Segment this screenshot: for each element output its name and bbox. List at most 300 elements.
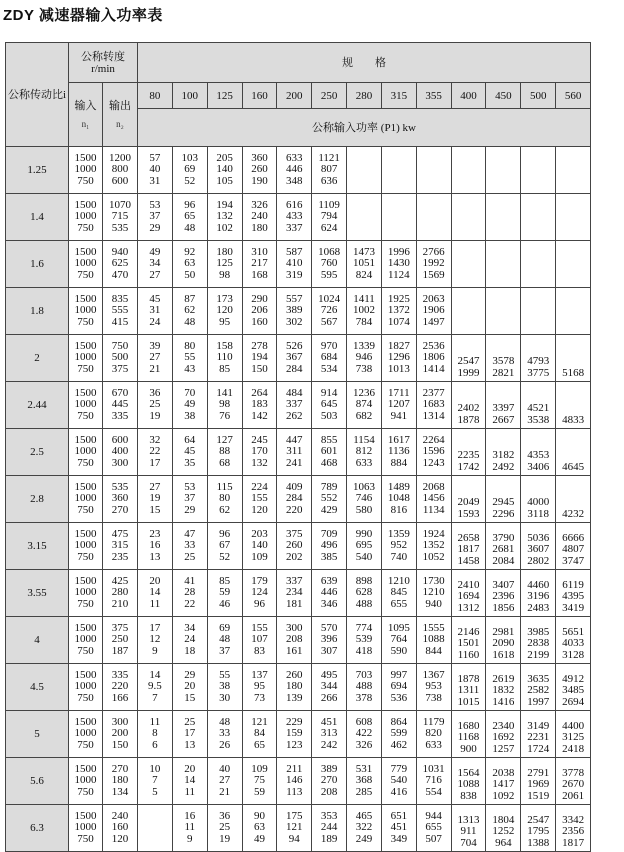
cell-value: 25 [149,398,161,411]
cell-value: 2766 [422,245,445,258]
cell-value: 540 [355,550,373,563]
cell-value: 52 [219,550,231,563]
power-cell-280 [347,805,382,852]
power-cell-160 [242,288,277,335]
cell-value: 1724 [527,742,550,755]
power-cell-160 [242,570,277,617]
cell-value: 2038 [492,766,515,779]
cell-value: 37 [184,492,196,505]
cell-value: 346 [320,597,338,610]
power-cell-200 [277,570,312,617]
power-cell-450 [486,476,521,523]
cell-value: 302 [286,315,303,328]
ratio-header [6,43,69,147]
cell-value: 27 [219,774,231,787]
output-speed-cell [103,664,138,711]
cell-value: 462 [390,738,408,751]
power-cell-250 [312,758,347,805]
cell-value: 628 [355,586,373,599]
power-cell-355 [416,617,451,664]
cell-value: 1500 [74,809,97,822]
power-cell-100 [172,241,207,288]
power-cell-315 [381,241,416,288]
power-cell-280 [347,476,382,523]
cell-value: 92 [184,245,196,258]
cell-value: 14 [184,774,196,787]
cell-value: 433 [286,210,303,223]
cell-value: 750 [77,221,94,234]
power-cell-560 [556,429,591,476]
cell-value: 220 [111,680,129,693]
power-cell-125 [207,194,242,241]
cell-value: 337 [286,221,303,234]
cell-value: 1000 [74,774,97,787]
power-cell-280 [347,335,382,382]
cell-value: 200 [111,727,129,740]
cell-value: 80 [184,339,196,352]
power-cell-160 [242,805,277,852]
cell-value: 337 [286,398,303,411]
power-cell-500 [521,523,556,570]
power-cell-100 [172,523,207,570]
cell-value: 953 [425,680,442,693]
cell-value: 590 [390,644,408,657]
cell-value: 3985 [527,625,550,638]
cell-value: 1372 [387,304,410,317]
power-cell-250 [312,570,347,617]
cell-value: 208 [286,633,303,646]
cell-value: 1000 [74,445,97,458]
cell-value: 240 [111,809,129,822]
cell-value: 19 [149,492,161,505]
cell-value: 5 [152,785,158,798]
cell-value: 3538 [527,413,550,426]
cell-value: 4000 [527,496,550,508]
cell-value: 898 [355,574,373,587]
cell-value: 63 [184,257,196,270]
cell-value: 941 [390,409,408,422]
cell-value: 220 [286,503,303,516]
output-speed-symbol: n₂ [116,118,124,129]
power-cell-450 [486,288,521,335]
cell-value: 194 [216,198,233,211]
power-cell-560 [556,194,591,241]
power-cell-450 [486,147,521,194]
cell-value: 10 [149,762,161,775]
cell-value: 1296 [387,351,410,364]
cell-value: 375 [286,527,303,540]
cell-value: 105 [216,174,233,187]
cell-value: 409 [286,480,303,493]
cell-value: 726 [320,304,338,317]
ratio-cell: 4.5 [6,664,69,711]
power-cell-500 [521,147,556,194]
cell-value: 159 [286,727,303,740]
table-row [6,476,591,523]
cell-value: 95 [219,315,231,328]
cell-value: 1996 [387,245,410,258]
cell-value: 55 [184,351,196,364]
power-cell-500 [521,194,556,241]
power-cell-400 [451,241,486,288]
cell-value: 1095 [387,621,410,634]
power-cell-500 [521,711,556,758]
cell-value: 11 [184,821,196,834]
cell-value: 242 [320,738,338,751]
cell-value: 1617 [387,433,410,446]
cell-value: 20 [184,762,196,775]
power-cell-500 [521,288,556,335]
output-speed-cell [103,476,138,523]
cell-value: 539 [355,633,373,646]
power-cell-250 [312,523,347,570]
cell-value: 3747 [562,554,585,567]
cell-value: 1969 [527,778,550,790]
cell-value: 1000 [74,727,97,740]
cell-value: 2418 [562,742,585,755]
cell-value: 429 [320,503,338,516]
cell-value: 1827 [387,339,410,352]
power-cell-100 [172,382,207,429]
power-cell-315 [381,805,416,852]
cell-value: 21 [149,362,161,375]
power-cell-355 [416,570,451,617]
cell-value: 39 [149,339,161,352]
power-cell-125 [207,429,242,476]
cell-value: 20 [184,680,196,693]
cell-value: 155 [251,492,268,505]
cell-value: 1500 [74,621,97,634]
cell-value: 229 [286,715,303,728]
power-cell-250 [312,664,347,711]
power-cell-450 [486,711,521,758]
cell-value: 760 [320,257,338,270]
cell-value: 496 [320,539,338,552]
cell-value: 838 [460,789,477,802]
power-cell-125 [207,382,242,429]
cell-value: 335 [111,409,129,422]
power-cell-400 [451,711,486,758]
output-speed-cell [103,805,138,852]
cell-value: 284 [286,362,303,375]
output-speed-cell [103,711,138,758]
cell-value: 2981 [492,625,515,638]
cell-value: 206 [251,304,268,317]
power-cell-125 [207,241,242,288]
cell-value: 59 [219,586,231,599]
power-cell-500 [521,241,556,288]
cell-value: 270 [320,774,338,787]
cell-value: 1236 [352,386,375,399]
cell-value: 2821 [492,366,515,379]
cell-value: 599 [390,727,408,740]
cell-value: 389 [286,304,303,317]
cell-value: 262 [286,409,303,422]
cell-value: 9 [187,832,193,845]
cell-value: 2694 [562,695,585,708]
power-cell-315 [381,382,416,429]
power-cell-160 [242,194,277,241]
cell-value: 125 [216,257,233,270]
cell-value: 344 [320,680,338,693]
cell-value: 27 [149,268,161,281]
cell-value: 59 [253,785,265,798]
cell-value: 1088 [422,633,445,646]
power-cell-80 [138,382,173,429]
cell-value: 451 [390,821,408,834]
cell-value: 137 [251,668,268,681]
cell-value: 1000 [74,821,97,834]
power-cell-355 [416,241,451,288]
power-cell-250 [312,617,347,664]
power-cell-500 [521,382,556,429]
cell-value: 715 [111,210,129,223]
power-cell-355 [416,476,451,523]
input-speed-cell [69,288,103,335]
ratio-cell: 1.8 [6,288,69,335]
cell-value: 35 [184,456,196,469]
cell-value: 789 [320,480,338,493]
cell-value: 1092 [492,789,515,802]
cell-value: 3635 [527,672,550,685]
power-cell-500 [521,335,556,382]
cell-value: 24 [149,315,161,328]
cell-value: 170 [251,445,268,458]
power-cell-280 [347,241,382,288]
cell-value: 41 [184,574,196,587]
cell-value: 23 [149,527,161,540]
cell-value: 13 [184,738,196,751]
power-cell-200 [277,758,312,805]
cell-value: 28 [184,586,196,599]
ratio-cell: 5 [6,711,69,758]
cell-value: 2061 [562,789,585,802]
cell-value: 1314 [422,409,445,422]
power-cell-160 [242,664,277,711]
power-cell-355 [416,805,451,852]
cell-value: 353 [320,809,338,822]
cell-value: 1257 [492,742,515,755]
cell-value: 2547 [457,355,480,367]
size-header-125: 125 [207,83,242,109]
cell-value: 3790 [492,531,515,544]
cell-value: 1501 [457,637,480,649]
cell-value: 1168 [457,731,480,743]
cell-value: 1564 [457,766,480,779]
cell-value: 49 [184,398,196,411]
cell-value: 22 [149,445,161,458]
cell-value: 1134 [422,503,445,516]
cell-value: 446 [286,163,303,176]
cell-value: 4912 [562,672,585,685]
cell-value: 1088 [457,778,480,790]
cell-value: 6119 [562,578,584,591]
cell-value: 914 [320,386,338,399]
cell-value: 1210 [387,574,410,587]
cell-value: 526 [286,339,303,352]
output-speed-cell [103,758,138,805]
cell-value: 3407 [492,578,515,591]
cell-value: 447 [286,433,303,446]
cell-value: 57 [149,151,161,164]
cell-value: 11 [149,597,161,610]
table-row [6,758,591,805]
cell-value: 410 [286,257,303,270]
cell-value: 750 [77,503,94,516]
input-speed-cell [69,617,103,664]
cell-value: 326 [251,198,268,211]
power-cell-315 [381,194,416,241]
power-cell-80 [138,711,173,758]
power-cell-450 [486,617,521,664]
power-cell-280 [347,617,382,664]
cell-value: 3397 [492,402,515,414]
cell-value: 142 [251,409,268,422]
cell-value: 655 [390,597,408,610]
cell-value: 385 [320,550,338,563]
power-cell-315 [381,523,416,570]
cell-value: 446 [320,586,338,599]
cell-value: 616 [286,198,303,211]
cell-value: 179 [251,574,268,587]
power-cell-280 [347,523,382,570]
power-cell-125 [207,617,242,664]
power-cell-560 [556,335,591,382]
cell-value: 445 [111,398,129,411]
cell-value: 670 [111,386,129,399]
cell-value: 389 [320,762,338,775]
cell-value: 1200 [109,151,131,164]
power-cell-80 [138,335,173,382]
cell-value: 1000 [74,210,97,223]
cell-value: 16 [149,539,161,552]
cell-value: 53 [149,198,161,211]
cell-value: 211 [286,762,303,775]
cell-value: 1500 [74,574,97,587]
cell-value: 43 [184,362,196,375]
cell-value: 415 [111,315,129,328]
ratio-cell: 1.4 [6,194,69,241]
cell-value: 703 [355,668,373,681]
power-cell-125 [207,805,242,852]
cell-value: 750 [77,315,94,328]
power-cell-500 [521,476,556,523]
cell-value: 570 [320,621,338,634]
cell-value: 315 [111,539,129,552]
cell-value: 1252 [492,825,515,837]
power-cell-250 [312,476,347,523]
cell-value: 29 [184,503,196,516]
power-cell-80 [138,617,173,664]
table-row [6,570,591,617]
cell-value: 20 [149,574,161,587]
cell-value: 1052 [422,550,445,563]
cell-value: 555 [111,304,129,317]
ratio-cell: 1.6 [6,241,69,288]
power-cell-160 [242,617,277,664]
cell-value: 779 [390,762,408,775]
cell-value: 816 [390,503,408,516]
cell-value: 40 [219,762,231,775]
cell-value: 1500 [74,715,97,728]
cell-value: 1136 [388,445,410,458]
power-cell-355 [416,711,451,758]
input-power-table [5,42,591,852]
ratio-cell: 2 [6,335,69,382]
cell-value: 53 [184,480,196,493]
power-cell-100 [172,664,207,711]
ratio-cell: 2.8 [6,476,69,523]
power-cell-160 [242,711,277,758]
cell-value: 645 [320,398,338,411]
cell-value: 3578 [492,355,515,367]
cell-value: 418 [355,644,373,657]
cell-value: 940 [111,245,129,258]
output-speed-cell [103,335,138,382]
cell-value: 5168 [562,366,585,379]
output-speed-cell [103,523,138,570]
cell-value: 38 [184,409,196,422]
power-cell-500 [521,429,556,476]
power-cell-80 [138,241,173,288]
power-cell-400 [451,758,486,805]
cell-value: 1000 [74,633,97,646]
power-cell-355 [416,147,451,194]
cell-value: 4833 [562,413,585,426]
cell-value: 141 [216,386,233,399]
cell-value: 639 [320,574,338,587]
cell-value: 46 [219,597,231,610]
cell-value: 2084 [492,554,515,567]
cell-value: 3182 [492,449,515,461]
cell-value: 531 [355,762,373,775]
cell-value: 552 [320,492,338,505]
table-row [6,523,591,570]
cell-value: 2396 [492,590,515,602]
input-speed-cell [69,147,103,194]
cell-value: 587 [286,245,303,258]
ratio-cell: 3.55 [6,570,69,617]
cell-value: 3775 [527,366,550,379]
power-cell-400 [451,335,486,382]
power-cell-500 [521,805,556,852]
cell-value: 709 [320,527,338,540]
cell-value: 1817 [457,543,480,555]
cell-value: 31 [149,174,161,187]
cell-value: 750 [77,644,94,657]
cell-value: 123 [286,738,303,751]
cell-value: 750 [77,597,94,610]
cell-value: 1596 [422,445,445,458]
cell-value: 952 [390,539,408,552]
cell-value: 150 [111,738,129,751]
power-cell-280 [347,711,382,758]
cell-value: 1569 [422,268,445,281]
power-cell-355 [416,664,451,711]
power-cell-160 [242,241,277,288]
cell-value: 535 [111,221,129,234]
cell-value: 475 [111,527,129,540]
power-cell-250 [312,429,347,476]
cell-value: 278 [251,339,268,352]
cell-value: 1313 [457,813,480,826]
cell-value: 337 [286,574,303,587]
cell-value: 260 [251,163,268,176]
size-header-280: 280 [347,83,382,109]
table-row [6,711,591,758]
power-cell-355 [416,382,451,429]
cell-value: 48 [219,715,231,728]
